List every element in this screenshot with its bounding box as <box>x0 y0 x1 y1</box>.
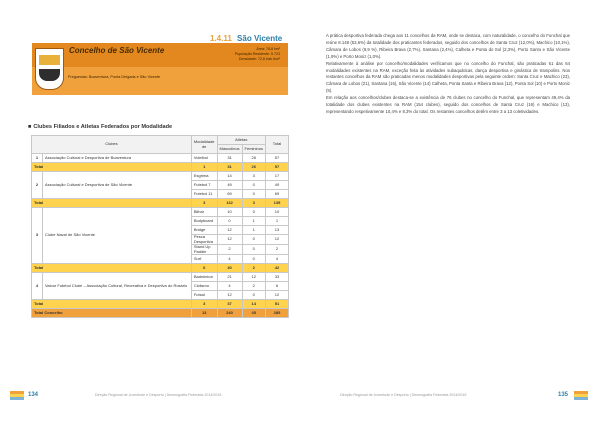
female-count: 26 <box>242 154 265 163</box>
section-heading <box>210 34 282 43</box>
subtotal-female: 14 <box>242 300 265 309</box>
club-index: 4 <box>32 273 43 300</box>
page-number-right: 135 <box>558 392 569 398</box>
female-count: 3 <box>242 172 265 181</box>
subtotal-female: 2 <box>242 264 265 273</box>
male-count: 2 <box>217 245 242 255</box>
subtotal-modalities: 6 <box>191 264 217 273</box>
female-count: 1 <box>242 217 265 226</box>
modality-cell: Futsal <box>191 291 217 300</box>
club-index: 2 <box>32 172 43 199</box>
male-count: 10 <box>217 208 242 217</box>
municipality-stats <box>235 47 280 62</box>
subtotal-total: 51 <box>266 300 289 309</box>
header-athletes: Atletas <box>217 136 265 145</box>
coat-of-arms-icon <box>35 48 64 90</box>
modality-cell: Bridge <box>191 226 217 235</box>
subtotal-male: 40 <box>217 264 242 273</box>
stat-population: População Residente: 5 723 <box>234 52 280 56</box>
male-count: 14 <box>217 172 242 181</box>
club-name: Clube Naval de São Vicente <box>43 208 192 264</box>
subtotal-label: Total <box>32 163 192 172</box>
subtotal-modalities: 3 <box>191 300 217 309</box>
subtotal-row <box>32 300 289 309</box>
club-index: 3 <box>32 208 43 264</box>
table-title: ■ Clubes Filiados e Atletas Federados por Modalidade <box>28 124 173 130</box>
stat-area: Área: 78,8 km² <box>256 47 280 51</box>
male-count: 4 <box>217 255 242 264</box>
stat-density: Densidade: 72,6 hab./km² <box>238 57 280 61</box>
male-count: 21 <box>217 273 242 282</box>
footer-color-bar-right <box>574 391 588 400</box>
body-text <box>326 33 570 116</box>
table-row <box>32 172 289 181</box>
grand-total-label: Total Concelho <box>32 309 192 318</box>
header-total: Total <box>266 136 289 154</box>
grand-total-modalities: 13 <box>191 309 217 318</box>
row-total: 2 <box>266 245 289 255</box>
male-count: 12 <box>217 235 242 245</box>
grand-total-female: 45 <box>242 309 265 318</box>
subtotal-female: 3 <box>242 199 265 208</box>
row-total: 1 <box>266 217 289 226</box>
row-total: 17 <box>266 172 289 181</box>
club-name: Associação Cultural e Desportiva de Boaventura <box>43 154 192 163</box>
female-count: 0 <box>242 190 265 199</box>
header-female: Femininos <box>242 145 265 154</box>
row-total: 13 <box>266 226 289 235</box>
female-count: 0 <box>242 208 265 217</box>
female-count: 0 <box>242 235 265 245</box>
row-total: 33 <box>266 273 289 282</box>
section-number: 1.4.11 <box>210 34 232 43</box>
header-clubs: Clubes <box>32 136 192 154</box>
subtotal-male: 132 <box>217 199 242 208</box>
subtotal-label: Total <box>32 264 192 273</box>
row-total: 6 <box>266 282 289 291</box>
female-count: 0 <box>242 255 265 264</box>
female-count: 0 <box>242 291 265 300</box>
footer-text-right: Direção Regional de Juventude e Desporto | Desmografia Federada 2014/2015 <box>340 393 467 397</box>
modality-cell: Surf <box>191 255 217 264</box>
subtotal-total: 42 <box>266 264 289 273</box>
subtotal-row <box>32 264 289 273</box>
row-total: 12 <box>266 235 289 245</box>
male-count: 12 <box>217 291 242 300</box>
table-row <box>32 208 289 217</box>
female-count: 1 <box>242 226 265 235</box>
bullet-icon: ■ <box>28 124 32 130</box>
row-total: 69 <box>266 190 289 199</box>
table-row <box>32 154 289 163</box>
section-title: São Vicente <box>237 34 283 43</box>
female-count: 0 <box>242 181 265 190</box>
row-total: 57 <box>266 154 289 163</box>
paragraph-2: Relativamente à análise por concelho/modalidades verificamos que no concelho do Funchal, são praticadas 61 das 64 modalidades existentes na RAM, exceção feita às atividades subaquáticas, dança desportiva e ginástica de trampolins. Nos restantes concelhos da RAM são praticadas menos modalidades desportivas pela seguinte ordem: Santa Cruz e Machico (23), Câmara de Lobos (21), Santana (16), São Vicente (14) Calheta, Ponta Santa e Ribeira Brava (12), Ponta Sol (10) e Porto Moniz (9). <box>326 60 570 94</box>
male-count: 49 <box>217 181 242 190</box>
male-count: 12 <box>217 226 242 235</box>
row-total: 10 <box>266 208 289 217</box>
modality-cell: Stand Up Paddle <box>191 245 217 255</box>
municipality-banner <box>32 43 288 95</box>
male-count: 31 <box>217 154 242 163</box>
modality-cell: Voleibol <box>191 154 217 163</box>
male-count: 0 <box>217 217 242 226</box>
modality-cell: Futebol 11 <box>191 190 217 199</box>
club-name: Valour Futebol Clube – Associação Cultural, Recreativa e Desportiva do Rosário <box>43 273 192 300</box>
subtotal-male: 31 <box>217 163 242 172</box>
municipality-name: Concelho de São Vicente <box>69 46 165 55</box>
header-modality: Modalidade de <box>191 136 217 154</box>
female-count: 0 <box>242 245 265 255</box>
grand-total-male: 240 <box>217 309 242 318</box>
female-count: 2 <box>242 282 265 291</box>
row-total: 12 <box>266 291 289 300</box>
subtotal-total: 135 <box>266 199 289 208</box>
modality-cell: Bilhar <box>191 208 217 217</box>
footer-color-bar <box>10 391 24 400</box>
modality-cell: Bodyboard <box>191 217 217 226</box>
footer-text-left: Direção Regional de Juventude e Desporto | Desmografia Federada 2014/2015 <box>95 393 222 397</box>
modality-cell: Futebol 7 <box>191 181 217 190</box>
subtotal-female: 26 <box>242 163 265 172</box>
paragraph-1: A prática desportiva federada chega aos 11 concelhos da RAM, onde se destaca, com naturalidade, o concelho do Funchal que reúne 8.148 (53,6%) da totalidade dos praticantes federados, seguido dos concelhos de Santa Cruz (12,0%), Machico (10,1%), Câmara de Lobos (9,9 %), Ribeira Brava (2,7%), Santana (2,4%), Calheta e Ponta do Sol (2,3%), Porto Santo e São Vicente (1,9%) e Porto Moniz (1,0%). <box>326 33 570 59</box>
club-name: Associação Cultural e Desportiva de São Vicente <box>43 172 192 199</box>
page-number-left: 134 <box>28 392 39 398</box>
subtotal-label: Total <box>32 300 192 309</box>
subtotal-modalities: 1 <box>191 163 217 172</box>
header-male: Masculinos <box>217 145 242 154</box>
male-count: 69 <box>217 190 242 199</box>
subtotal-male: 37 <box>217 300 242 309</box>
grand-total-row <box>32 309 289 318</box>
row-total: 4 <box>266 255 289 264</box>
paragraph-3: Em relação aos concelhos/clubes destaca-se a existência de 76 clubes no concelho do Funchal, que representam 49,4% da totalidade dos clubes existentes na RAM (154 clubes), seguido dos concelhos de Santa Cruz (16) e Machico (13), representando respetivamente 10,4% e 8,3% do total. Os restantes concelhos detêm entre 3 a 13 coletividades. <box>326 95 570 114</box>
subtotal-label: Total <box>32 199 192 208</box>
parishes-list: Freguesias: Boaventura, Ponta Delgada e São Vicente <box>68 75 161 79</box>
row-total: 49 <box>266 181 289 190</box>
subtotal-total: 57 <box>266 163 289 172</box>
table-row <box>32 273 289 282</box>
club-index: 1 <box>32 154 43 163</box>
female-count: 12 <box>242 273 265 282</box>
modality-cell: Esgrima <box>191 172 217 181</box>
subtotal-modalities: 3 <box>191 199 217 208</box>
modality-cell: Pesca Desportiva <box>191 235 217 245</box>
subtotal-row <box>32 199 289 208</box>
modality-cell: Badminton <box>191 273 217 282</box>
modality-cell: Ciclismo <box>191 282 217 291</box>
grand-total-total: 285 <box>266 309 289 318</box>
clubs-athletes-table <box>31 135 289 318</box>
male-count: 4 <box>217 282 242 291</box>
subtotal-row <box>32 163 289 172</box>
